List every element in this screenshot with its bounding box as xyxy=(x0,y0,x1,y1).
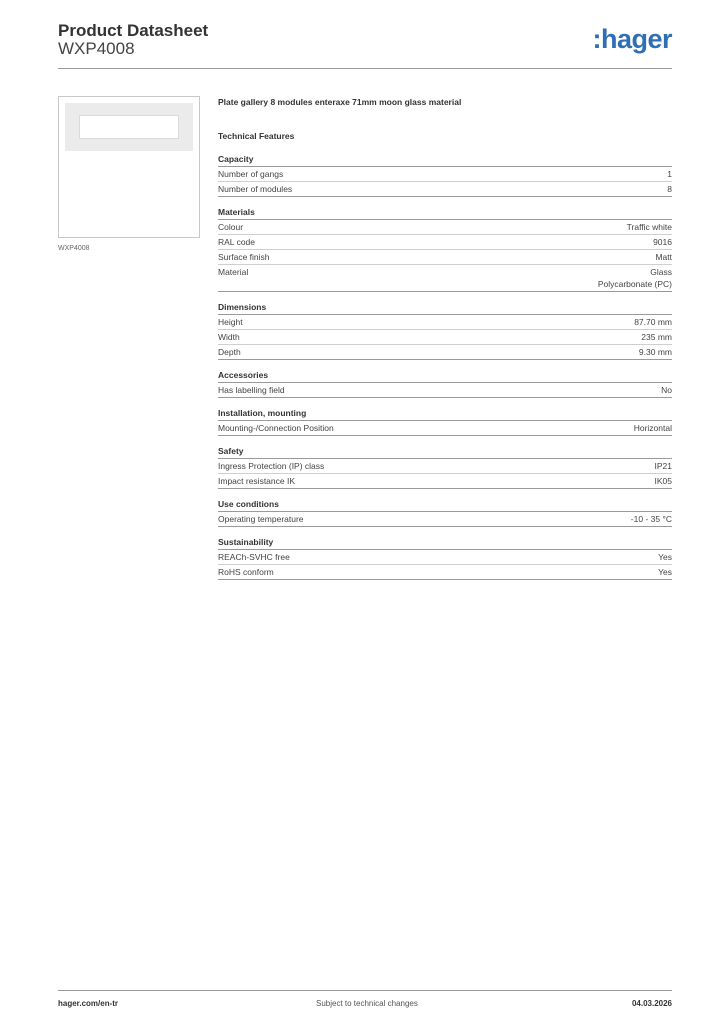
image-caption: WXP4008 xyxy=(58,245,90,252)
spec-section xyxy=(218,369,672,398)
section-title: Accessories xyxy=(218,369,672,383)
spec-value: Glass Polycarbonate (PC) xyxy=(597,267,672,289)
footer-website-link[interactable]: hager.com/en-tr xyxy=(58,999,119,1008)
spec-label: RoHS conform xyxy=(218,567,274,577)
spec-value: IP21 xyxy=(654,461,672,471)
footer-notice: Subject to technical changes xyxy=(316,999,418,1008)
spec-value: 9.30 mm xyxy=(638,347,672,357)
spec-section xyxy=(218,498,672,527)
hager-logo: :hager xyxy=(592,24,672,54)
plate-module-window xyxy=(79,115,179,139)
spec-row xyxy=(218,459,672,474)
spec-value: IK05 xyxy=(654,476,672,486)
spec-row xyxy=(218,565,672,580)
spec-label: Mounting-/Connection Position xyxy=(218,423,334,433)
spec-label: Ingress Protection (IP) class xyxy=(218,461,325,471)
spec-value: Yes xyxy=(658,567,672,577)
spec-value: 235 mm xyxy=(641,332,672,342)
spec-row xyxy=(218,167,672,182)
spec-label: Number of modules xyxy=(218,184,293,194)
spec-value: Traffic white xyxy=(626,222,672,232)
section-title: Sustainability xyxy=(218,536,672,550)
spec-row xyxy=(218,220,672,235)
spec-value: -10 - 35 °C xyxy=(630,514,672,524)
spec-label: RAL code xyxy=(218,237,256,247)
section-title: Safety xyxy=(218,445,672,459)
spec-label: Colour xyxy=(218,222,244,232)
spec-label: Impact resistance IK xyxy=(218,476,296,486)
product-description: Plate gallery 8 modules enteraxe 71mm moon glass material xyxy=(218,97,462,107)
spec-row xyxy=(218,474,672,489)
technical-features-heading: Technical Features xyxy=(218,131,295,141)
spec-row xyxy=(218,421,672,436)
spec-value: 9016 xyxy=(653,237,672,247)
spec-section xyxy=(218,206,672,292)
spec-label: Surface finish xyxy=(218,252,270,262)
spec-row xyxy=(218,235,672,250)
spec-label: Material xyxy=(218,267,249,277)
spec-value: Yes xyxy=(658,552,672,562)
spec-row xyxy=(218,383,672,398)
section-title: Capacity xyxy=(218,153,672,167)
spec-row xyxy=(218,182,672,197)
spec-row xyxy=(218,330,672,345)
spec-label: Width xyxy=(218,332,240,342)
spec-section xyxy=(218,536,672,580)
plate-illustration xyxy=(65,103,193,151)
spec-label: Operating temperature xyxy=(218,514,304,524)
spec-section xyxy=(218,153,672,197)
spec-label: Height xyxy=(218,317,243,327)
spec-row xyxy=(218,512,672,527)
spec-row xyxy=(218,550,672,565)
section-title: Use conditions xyxy=(218,498,672,512)
spec-section xyxy=(218,445,672,489)
spec-row xyxy=(218,315,672,330)
spec-value: Matt xyxy=(655,252,672,262)
spec-row xyxy=(218,265,672,292)
product-code: WXP4008 xyxy=(58,39,135,58)
technical-features xyxy=(218,96,672,580)
footer-date: 04.03.2026 xyxy=(631,999,672,1008)
section-title: Materials xyxy=(218,206,672,220)
feature-sections xyxy=(218,153,672,580)
spec-row xyxy=(218,345,672,360)
footer-divider xyxy=(58,990,672,991)
spec-value: 1 xyxy=(667,169,672,179)
spec-label: Has labelling field xyxy=(218,385,285,395)
spec-value: No xyxy=(661,385,672,395)
section-title: Dimensions xyxy=(218,301,672,315)
spec-label: Number of gangs xyxy=(218,169,284,179)
page-title: Product Datasheet xyxy=(58,21,209,40)
spec-section xyxy=(218,407,672,436)
product-image xyxy=(58,96,200,238)
spec-row xyxy=(218,250,672,265)
spec-value: 87.70 mm xyxy=(634,317,672,327)
spec-section xyxy=(218,301,672,360)
section-title: Installation, mounting xyxy=(218,407,672,421)
spec-value: 8 xyxy=(667,184,672,194)
header-divider xyxy=(58,68,672,69)
spec-label: REACh-SVHC free xyxy=(218,552,290,562)
spec-value: Horizontal xyxy=(633,423,672,433)
spec-label: Depth xyxy=(218,347,241,357)
